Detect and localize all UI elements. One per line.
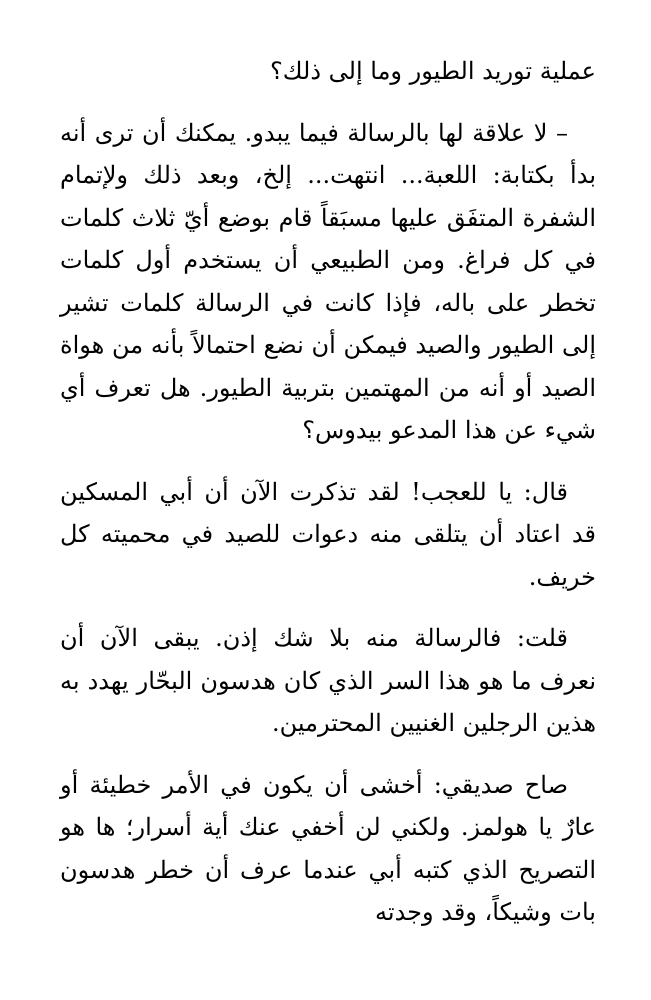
paragraph-3: قال: يا للعجب! لقد تذكرت الآن أن أبي المسكين قد اعتاد أن يتلقى منه دعوات للصيد في محميته كل خريف. xyxy=(60,477,596,591)
paragraph-5: صاح صديقي: أخشى أن يكون في الأمر خطيئة أو عارٌ يا هولمز. ولكني لن أخفي عنك أية أسرار؛ ها هو التصريح الذي كتبه أبي عندما عرف أن خطر هدسون بات وشيكاً، وقد وجدته xyxy=(60,770,596,926)
paragraph-2: – لا علاقة لها بالرسالة فيما يبدو. يمكنك أن ترى أنه بدأ بكتابة: اللعبة... انتهت... إلخ، وبعد ذلك ولإتمام الشفرة المتفَق عليها مسبَقاً قام بوضع أيّ ثلاث كلمات في كل فراغ. ومن الطبيعي أن يستخدم أول كلمات تخطر على باله، فإذا كانت في الرسالة كلمات تشير إلى الطيور والصيد فيمكن أن نضع احتمالاً بأنه من هواة الصيد أو أنه من المهتمين بتربية الطيور. هل تعرف أي شيء عن هذا المدعو بيدوس؟ xyxy=(60,118,596,444)
paragraph-4: قلت: فالرسالة منه بلا شك إذن. يبقى الآن أن نعرف ما هو هذا السر الذي كان هدسون البحّار يهدد به هذين الرجلين الغنيين المحترمين. xyxy=(60,624,596,737)
paragraph-1: عملية توريد الطيور وما إلى ذلك؟ xyxy=(270,57,596,85)
